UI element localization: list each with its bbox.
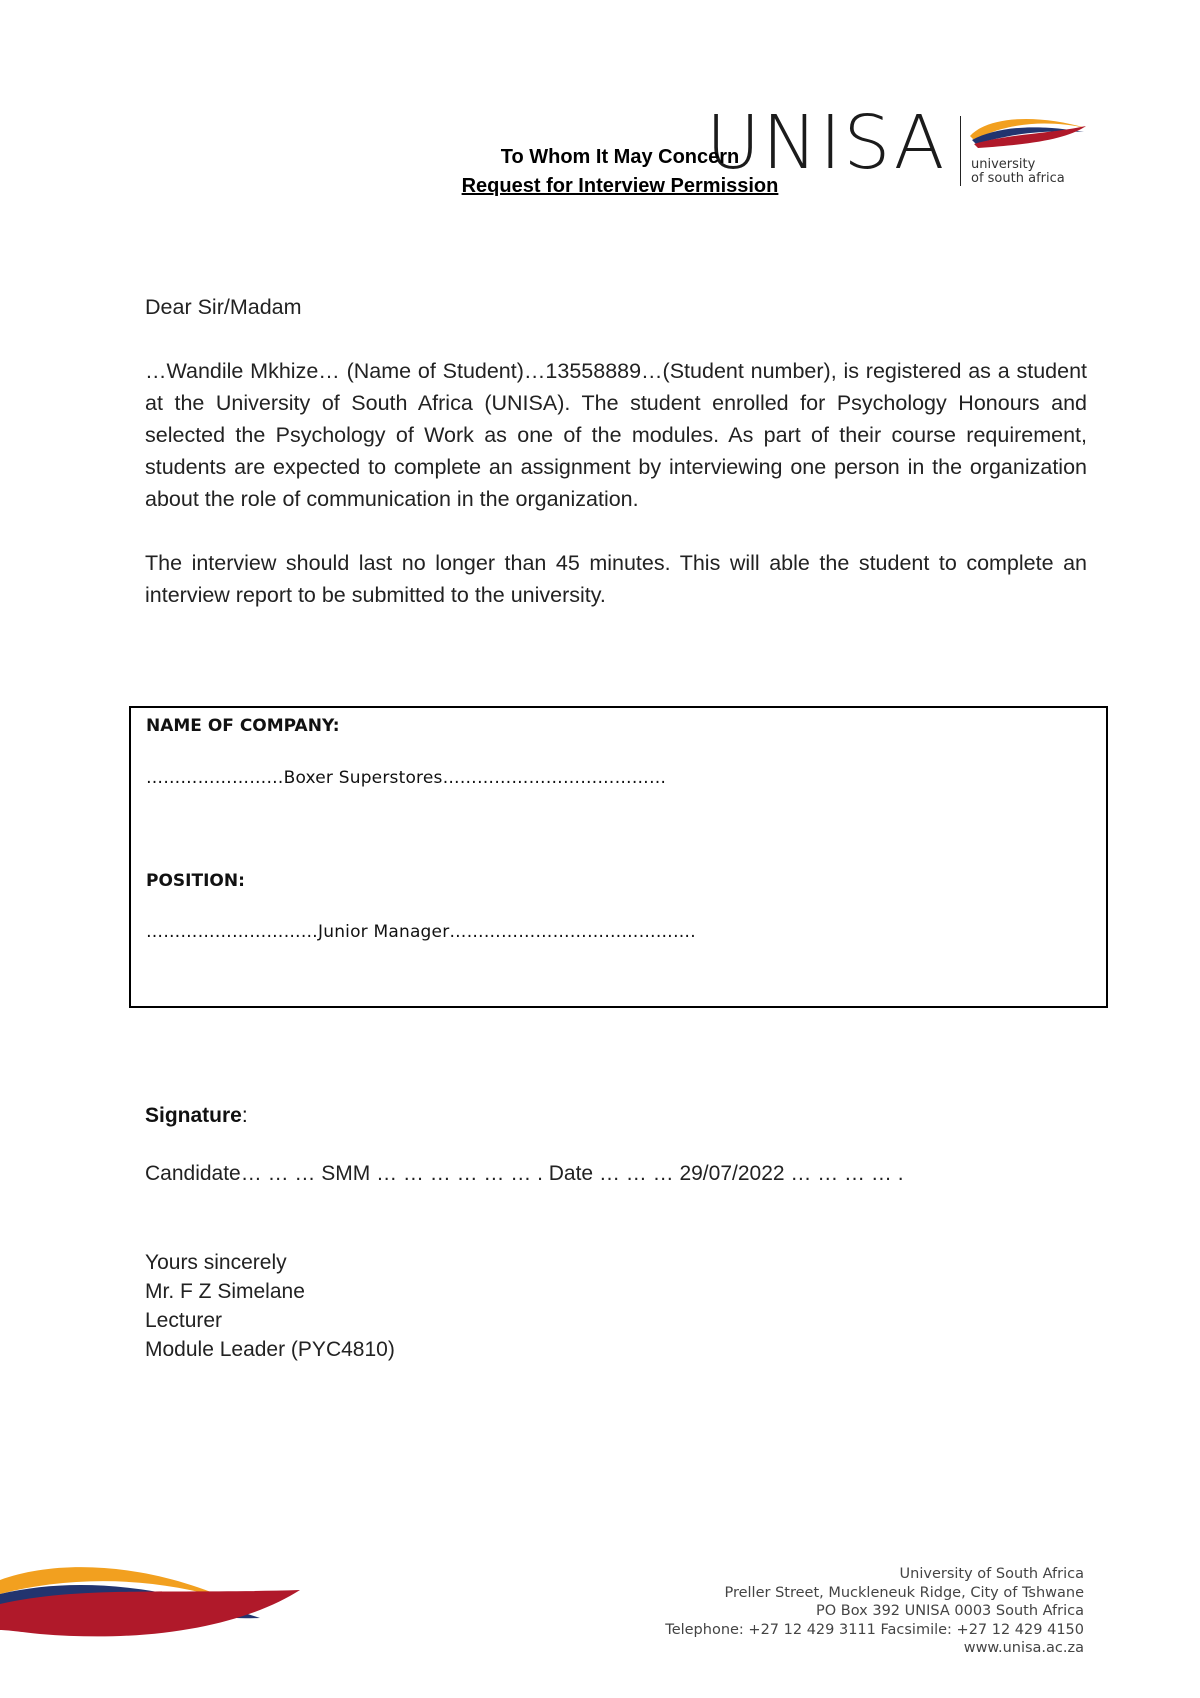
letter-heading: To Whom It May Concern [500, 146, 740, 168]
footer-line-2: Preller Street, Muckleneuk Ridge, City of Tshwane [724, 1584, 1084, 1601]
closing-sincerely: Yours sincerely [145, 1251, 287, 1274]
body-paragraph-1: …Wandile Mkhize… (Name of Student)…13558889…(Student number), is registered as a student at the University of South Africa (UNISA). The student enrolled for Psychology Honours and selected the Psychology of Work as one of the modules. As part of their course requirement, students are expected to complete an assignment by interviewing one person in the organization about the role of communication in the organization. [145, 359, 1087, 511]
footer-line-3: PO Box 392 UNISA 0003 South Africa [816, 1603, 1084, 1619]
candidate-signature-line: Candidate… … … SMM … … … … … … . Date … … … 29/07/2022 … … … … . [145, 1162, 904, 1185]
letter-subheading: Request for Interview Permission [461, 175, 779, 197]
company-details-box [129, 706, 1108, 1008]
footer-swoosh-icon [0, 1560, 300, 1660]
footer-swoosh-red [0, 1590, 300, 1636]
footer-line-5: www.unisa.ac.za [963, 1640, 1084, 1656]
logo-sub-line2: of south africa [971, 171, 1065, 186]
company-name-label: NAME OF COMPANY: [146, 716, 340, 736]
logo-wordmark: UNISA [706, 100, 947, 186]
closing-title: Lecturer [145, 1309, 223, 1332]
salutation: Dear Sir/Madam [145, 295, 302, 319]
closing-block [145, 1248, 395, 1364]
footer-address [665, 1565, 1084, 1658]
signature-label: Signature [145, 1104, 242, 1127]
closing-name: Mr. F Z Simelane [145, 1280, 305, 1303]
body-paragraph-2: The interview should last no longer than 45 minutes. This will able the student to complete an interview report to be submitted to the university. [145, 551, 1087, 607]
logo-sub-line1: university [971, 157, 1036, 172]
position-label: POSITION: [146, 871, 245, 891]
signature-colon: : [241, 1104, 248, 1127]
footer-line-4: Telephone: +27 12 429 3111 Facsimile: +27 12 429 4150 [665, 1621, 1084, 1638]
closing-role: Module Leader (PYC4810) [145, 1338, 395, 1361]
footer-line-1: University of South Africa [899, 1566, 1084, 1582]
signature-heading [145, 1104, 248, 1128]
position-value: …………………………Junior Manager……………………………………. [146, 922, 696, 942]
company-name-value: ……………………Boxer Superstores………………………………… [146, 768, 667, 788]
